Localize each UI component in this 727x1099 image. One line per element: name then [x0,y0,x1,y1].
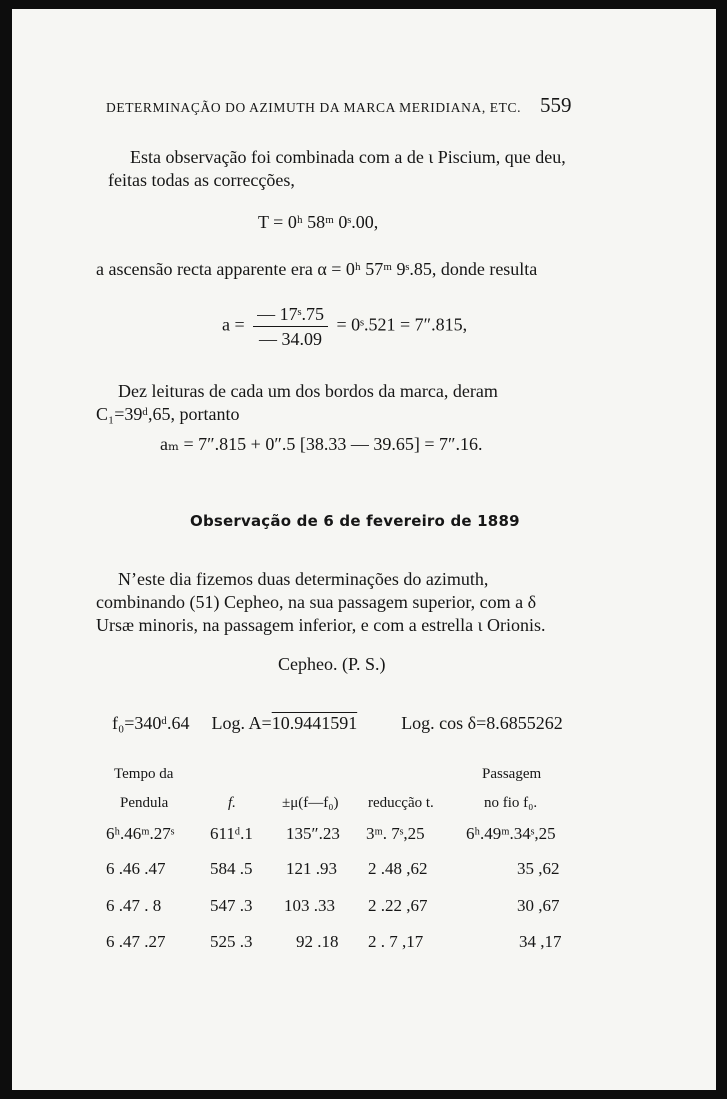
cell-mu: 121 .93 [286,859,337,878]
cell-f: 611ᵈ.1 [210,824,253,843]
cell-passagem: 30 ,67 [517,896,560,915]
paragraph-1 [108,146,576,192]
cell-passagem: 6ʰ.49ᵐ.34ˢ,25 [466,824,556,843]
constant-logA-value: 10.9441591 [271,713,358,733]
cell-tempo: 6ʰ.46ᵐ.27ˢ [106,824,175,843]
formula-a [222,302,467,351]
cell-tempo: 6 .47 . 8 [106,896,162,915]
star-title: Cepheo. (P. S.) [278,654,386,674]
cell-reduccao: 3ᵐ. 7ˢ,25 [366,824,425,843]
header-f: f. [228,795,236,811]
paragraph-1-text: Esta observação foi combinada com a de ι Piscium, que deu, feitas todas as correcções, [108,147,566,190]
cell-reduccao: 2 . 7 ,17 [368,932,424,951]
constants-line [112,713,585,734]
cell-f: 547 .3 [210,896,253,915]
paragraph-4 [96,568,576,637]
formula-am: aₘ = 7″.815 + 0″.5 [38.33 — 39.65] = 7″.16. [160,434,483,454]
formula-a-lhs: a = [222,314,245,335]
header-reduccao: reducção t. [368,795,434,811]
header-passagem-line1: Passagem [482,766,542,782]
cell-f: 525 .3 [210,932,253,951]
section-heading: Observação de 6 de fevereiro de 1889 [190,512,520,530]
cell-reduccao: 2 .22 ,67 [368,896,428,915]
formula-T: T = 0ʰ 58ᵐ 0ˢ.00, [258,212,379,232]
header-tempo-line1: Tempo da [114,766,174,782]
constant-logA-prefix: Log. A= [211,713,272,733]
running-head: DETERMINAÇÃO DO AZIMUTH DA MARCA MERIDIANA, ETC. [106,100,522,115]
constant-logA [212,713,358,733]
cell-reduccao: 2 .48 ,62 [368,859,428,878]
cell-tempo: 6 .46 .47 [106,859,166,878]
formula-a-rhs: = 0ˢ.521 = 7″.815, [336,314,468,335]
formula-a-denominator: — 34.09 [259,329,323,349]
page-number: 559 [540,93,572,117]
paragraph-3 [96,380,576,426]
formula-a-fraction [253,302,328,351]
paragraph-3-text: Dez leituras de cada um dos bordos da marca, deram C₁=39ᵈ,65, portanto [96,381,498,424]
paragraph-2 [96,258,576,281]
formula-a-numerator: — 17ˢ.75 [253,302,328,327]
header-tempo-line2: Pendula [120,795,169,811]
cell-mu: 92 .18 [296,932,339,951]
cell-f: 584 .5 [210,859,253,878]
cell-passagem: 34 ,17 [519,932,562,951]
cell-mu: 135″.23 [286,824,340,843]
constant-logcos: Log. cos δ=8.6855262 [401,713,563,733]
paragraph-4-text: N’este dia fizemos duas determinações do azimuth, combinando (51) Cepheo, na sua passagem superior, com a δ Ursæ minoris, na passagem inferior, e com a estrella ι Orionis. [96,569,546,635]
cell-tempo: 6 .47 .27 [106,932,166,951]
cell-mu: 103 .33 [284,896,335,915]
cell-passagem: 35 ,62 [517,859,560,878]
header-passagem-line2: no fio f₀. [484,795,538,811]
paragraph-2-text: a ascensão recta apparente era α = 0ʰ 57ᵐ 9ˢ.85, donde resulta [96,259,538,279]
header-mu: ±μ(f—f₀) [282,795,339,811]
constant-f0: f₀=340ᵈ.64 [112,713,190,733]
